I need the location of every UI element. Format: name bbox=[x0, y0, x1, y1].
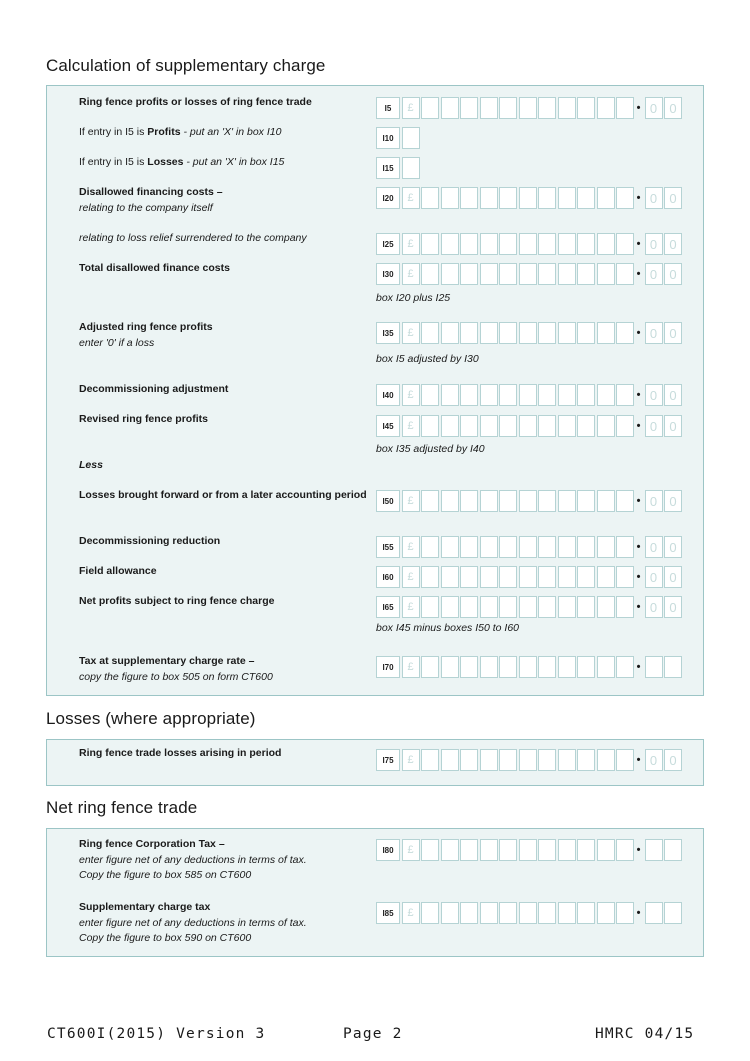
pence-cell[interactable]: 0 bbox=[664, 749, 682, 771]
digit-cell[interactable] bbox=[460, 415, 478, 437]
pound-icon: £ bbox=[402, 322, 420, 344]
field-i15[interactable] bbox=[376, 157, 420, 179]
digit-cell[interactable] bbox=[519, 656, 537, 678]
digit-cell[interactable] bbox=[577, 415, 595, 437]
digit-cell[interactable] bbox=[421, 415, 439, 437]
digit-cell[interactable] bbox=[499, 322, 517, 344]
digit-cell[interactable] bbox=[460, 233, 478, 255]
digit-cell[interactable] bbox=[441, 97, 459, 119]
pence-cell[interactable]: 0 bbox=[664, 490, 682, 512]
digit-cell[interactable] bbox=[577, 263, 595, 285]
digit-cell[interactable] bbox=[616, 536, 634, 558]
digit-cell[interactable] bbox=[597, 566, 615, 588]
digit-cell[interactable] bbox=[597, 233, 615, 255]
digit-cell[interactable] bbox=[441, 596, 459, 618]
field-i50[interactable] bbox=[376, 490, 682, 512]
digit-cell[interactable] bbox=[538, 187, 556, 209]
decimal-point: • bbox=[636, 420, 641, 432]
digit-cell[interactable] bbox=[519, 322, 537, 344]
digit-cell[interactable] bbox=[577, 536, 595, 558]
digit-cell[interactable] bbox=[558, 97, 576, 119]
field-i55[interactable] bbox=[376, 536, 682, 558]
digit-cell[interactable] bbox=[421, 97, 439, 119]
digit-cell[interactable] bbox=[480, 187, 498, 209]
digit-cell[interactable] bbox=[480, 902, 498, 924]
digit-cell[interactable] bbox=[480, 656, 498, 678]
digit-cell[interactable] bbox=[558, 749, 576, 771]
digit-cell[interactable] bbox=[460, 839, 478, 861]
digit-cell[interactable] bbox=[480, 566, 498, 588]
digit-cell[interactable] bbox=[441, 656, 459, 678]
label-i80: Ring fence Corporation Tax – enter figure net of any deductions in terms of tax. Copy the figure to box 585 on CT600 bbox=[79, 838, 307, 881]
digit-cell[interactable] bbox=[441, 902, 459, 924]
pence-cell[interactable]: 0 bbox=[645, 415, 663, 437]
pence-cell[interactable]: 0 bbox=[664, 187, 682, 209]
digit-cell[interactable] bbox=[538, 656, 556, 678]
digit-cell[interactable] bbox=[480, 97, 498, 119]
digit-cell[interactable] bbox=[558, 233, 576, 255]
digit-cell[interactable] bbox=[558, 839, 576, 861]
box-code: I5 bbox=[376, 97, 400, 119]
label-i35: Adjusted ring fence profits enter '0' if a loss bbox=[79, 321, 213, 349]
decimal-point: • bbox=[636, 327, 641, 339]
pence-cell[interactable]: 0 bbox=[645, 749, 663, 771]
digit-cell[interactable] bbox=[519, 187, 537, 209]
digit-cell[interactable] bbox=[597, 536, 615, 558]
pence-cell[interactable]: 0 bbox=[645, 322, 663, 344]
digit-cell[interactable] bbox=[577, 97, 595, 119]
digit-cell[interactable] bbox=[597, 263, 615, 285]
digit-cell[interactable] bbox=[460, 490, 478, 512]
digit-cell[interactable] bbox=[558, 596, 576, 618]
digit-cell[interactable] bbox=[616, 187, 634, 209]
digit-cell[interactable] bbox=[499, 536, 517, 558]
box-code: I15 bbox=[376, 157, 400, 179]
digit-cell[interactable] bbox=[499, 656, 517, 678]
digit-cell[interactable] bbox=[519, 536, 537, 558]
digit-cell[interactable] bbox=[421, 233, 439, 255]
digit-cell[interactable] bbox=[480, 384, 498, 406]
digit-cell[interactable] bbox=[558, 415, 576, 437]
field-i60[interactable] bbox=[376, 566, 682, 588]
pound-icon: £ bbox=[402, 233, 420, 255]
digit-cell[interactable] bbox=[616, 749, 634, 771]
box-code: I10 bbox=[376, 127, 400, 149]
field-i65[interactable] bbox=[376, 596, 682, 618]
label-i25: relating to loss relief surrendered to the company bbox=[79, 232, 307, 244]
label-i65: Net profits subject to ring fence charge bbox=[79, 595, 275, 607]
digit-cell[interactable] bbox=[499, 749, 517, 771]
digit-cell[interactable] bbox=[616, 384, 634, 406]
digit-cell[interactable] bbox=[519, 97, 537, 119]
digit-cell[interactable] bbox=[421, 839, 439, 861]
field-i10[interactable] bbox=[376, 127, 420, 149]
digit-cell[interactable] bbox=[460, 187, 478, 209]
field-i45[interactable] bbox=[376, 415, 682, 437]
digit-cell[interactable] bbox=[538, 536, 556, 558]
digit-cell[interactable] bbox=[519, 490, 537, 512]
field-i80[interactable] bbox=[376, 839, 682, 861]
label-i5: Ring fence profits or losses of ring fence trade bbox=[79, 96, 312, 108]
digit-cell[interactable] bbox=[616, 233, 634, 255]
digit-cell[interactable] bbox=[480, 536, 498, 558]
digit-cell[interactable] bbox=[441, 749, 459, 771]
pence-cell[interactable]: 0 bbox=[664, 97, 682, 119]
decimal-point: • bbox=[636, 102, 641, 114]
digit-cell[interactable] bbox=[499, 415, 517, 437]
section-title-losses: Losses (where appropriate) bbox=[46, 709, 256, 728]
digit-cell[interactable] bbox=[558, 566, 576, 588]
digit-cell[interactable] bbox=[616, 263, 634, 285]
digit-cell[interactable] bbox=[441, 187, 459, 209]
digit-cell[interactable] bbox=[460, 749, 478, 771]
box-code: I85 bbox=[376, 902, 400, 924]
digit-cell[interactable] bbox=[577, 322, 595, 344]
digit-cell[interactable] bbox=[597, 490, 615, 512]
digit-cell[interactable] bbox=[519, 839, 537, 861]
digit-cell[interactable] bbox=[538, 263, 556, 285]
digit-cell[interactable] bbox=[460, 596, 478, 618]
digit-cell[interactable] bbox=[499, 233, 517, 255]
digit-cell[interactable] bbox=[538, 490, 556, 512]
field-i5[interactable] bbox=[376, 97, 682, 119]
digit-cell[interactable] bbox=[538, 415, 556, 437]
digit-cell[interactable] bbox=[499, 263, 517, 285]
digit-cell[interactable] bbox=[441, 263, 459, 285]
digit-cell[interactable] bbox=[499, 384, 517, 406]
decimal-point: • bbox=[636, 571, 641, 583]
digit-cell[interactable] bbox=[597, 902, 615, 924]
decimal-point: • bbox=[636, 661, 641, 673]
box-code: I80 bbox=[376, 839, 400, 861]
field-i20[interactable] bbox=[376, 187, 682, 209]
digit-cell[interactable] bbox=[421, 902, 439, 924]
digit-cell[interactable] bbox=[558, 263, 576, 285]
box-code: I20 bbox=[376, 187, 400, 209]
pence-cell[interactable]: 0 bbox=[645, 384, 663, 406]
digit-cell[interactable] bbox=[460, 97, 478, 119]
pence-cell[interactable]: 0 bbox=[664, 322, 682, 344]
field-i30[interactable] bbox=[376, 263, 682, 285]
box-code: I45 bbox=[376, 415, 400, 437]
digit-cell[interactable] bbox=[577, 187, 595, 209]
pence-cell[interactable]: 0 bbox=[645, 536, 663, 558]
digit-cell[interactable] bbox=[421, 749, 439, 771]
label-i55: Decommissioning reduction bbox=[79, 535, 221, 547]
digit-cell[interactable] bbox=[480, 322, 498, 344]
digit-cell[interactable] bbox=[421, 187, 439, 209]
field-i75[interactable] bbox=[376, 749, 682, 771]
digit-cell[interactable] bbox=[597, 97, 615, 119]
digit-cell[interactable] bbox=[577, 566, 595, 588]
decimal-point: • bbox=[636, 754, 641, 766]
digit-cell[interactable] bbox=[441, 384, 459, 406]
digit-cell[interactable] bbox=[616, 322, 634, 344]
digit-cell[interactable] bbox=[558, 656, 576, 678]
digit-cell[interactable] bbox=[421, 596, 439, 618]
box-code: I30 bbox=[376, 263, 400, 285]
pence-cell[interactable] bbox=[645, 902, 663, 924]
box-code: I65 bbox=[376, 596, 400, 618]
pence-cell[interactable]: 0 bbox=[645, 97, 663, 119]
section-title-supplementary-charge: Calculation of supplementary charge bbox=[46, 56, 326, 75]
label-i20: Disallowed financing costs – relating to the company itself bbox=[79, 186, 223, 214]
label-i85: Supplementary charge tax enter figure net of any deductions in terms of tax. Copy the figure to box 590 on CT600 bbox=[79, 901, 307, 944]
pound-icon: £ bbox=[402, 263, 420, 285]
net-ring-fence-panel bbox=[46, 828, 704, 957]
digit-cell[interactable] bbox=[499, 566, 517, 588]
digit-cell[interactable] bbox=[597, 596, 615, 618]
label-i10: If entry in I5 is Profits - put an 'X' in box I10 bbox=[79, 126, 282, 138]
digit-cell[interactable] bbox=[460, 536, 478, 558]
digit-cell[interactable] bbox=[519, 596, 537, 618]
digit-cell[interactable] bbox=[577, 839, 595, 861]
pound-icon: £ bbox=[402, 187, 420, 209]
pence-cell[interactable]: 0 bbox=[664, 384, 682, 406]
pence-cell[interactable] bbox=[645, 656, 663, 678]
digit-cell[interactable] bbox=[558, 490, 576, 512]
digit-cell[interactable] bbox=[519, 233, 537, 255]
digit-cell[interactable] bbox=[577, 749, 595, 771]
digit-cell[interactable] bbox=[519, 749, 537, 771]
digit-cell[interactable] bbox=[616, 596, 634, 618]
pence-cell[interactable]: 0 bbox=[664, 536, 682, 558]
digit-cell[interactable] bbox=[616, 656, 634, 678]
digit-cell[interactable] bbox=[597, 322, 615, 344]
digit-cell[interactable] bbox=[460, 902, 478, 924]
digit-cell[interactable] bbox=[616, 490, 634, 512]
box-code: I70 bbox=[376, 656, 400, 678]
pence-cell[interactable]: 0 bbox=[645, 566, 663, 588]
digit-cell[interactable] bbox=[577, 490, 595, 512]
pence-cell[interactable]: 0 bbox=[645, 596, 663, 618]
page-number: Page 2 bbox=[343, 1026, 403, 1042]
field-i35[interactable] bbox=[376, 322, 682, 344]
digit-cell[interactable] bbox=[499, 97, 517, 119]
digit-cell[interactable] bbox=[519, 566, 537, 588]
digit-cell[interactable] bbox=[499, 902, 517, 924]
form-version: CT600I(2015) Version 3 bbox=[47, 1026, 266, 1042]
digit-cell[interactable] bbox=[460, 566, 478, 588]
digit-cell[interactable] bbox=[616, 839, 634, 861]
digit-cell[interactable] bbox=[480, 490, 498, 512]
digit-cell[interactable] bbox=[421, 322, 439, 344]
digit-cell[interactable] bbox=[499, 187, 517, 209]
digit-cell[interactable] bbox=[597, 415, 615, 437]
losses-panel bbox=[46, 739, 704, 786]
pound-icon: £ bbox=[402, 749, 420, 771]
decimal-point: • bbox=[636, 192, 641, 204]
digit-cell[interactable] bbox=[538, 322, 556, 344]
box-code: I60 bbox=[376, 566, 400, 588]
digit-cell[interactable] bbox=[480, 263, 498, 285]
digit-cell[interactable] bbox=[499, 839, 517, 861]
digit-cell[interactable] bbox=[558, 322, 576, 344]
pound-icon: £ bbox=[402, 536, 420, 558]
box-code: I75 bbox=[376, 749, 400, 771]
field-i85[interactable] bbox=[376, 902, 682, 924]
digit-cell[interactable] bbox=[519, 415, 537, 437]
digit-cell[interactable] bbox=[538, 749, 556, 771]
digit-cell[interactable] bbox=[421, 656, 439, 678]
digit-cell[interactable] bbox=[480, 749, 498, 771]
digit-cell[interactable] bbox=[480, 415, 498, 437]
digit-cell[interactable] bbox=[538, 839, 556, 861]
label-i40: Decommissioning adjustment bbox=[79, 383, 229, 395]
digit-cell[interactable] bbox=[597, 839, 615, 861]
digit-cell[interactable] bbox=[421, 384, 439, 406]
pence-cell[interactable]: 0 bbox=[664, 596, 682, 618]
pound-icon: £ bbox=[402, 384, 420, 406]
digit-cell[interactable] bbox=[441, 322, 459, 344]
digit-cell[interactable] bbox=[499, 490, 517, 512]
pence-cell[interactable] bbox=[664, 902, 682, 924]
field-i40[interactable] bbox=[376, 384, 682, 406]
decimal-point: • bbox=[636, 844, 641, 856]
label-i75: Ring fence trade losses arising in period bbox=[79, 747, 282, 759]
pence-cell[interactable] bbox=[664, 839, 682, 861]
pence-cell[interactable]: 0 bbox=[664, 233, 682, 255]
digit-cell[interactable] bbox=[538, 384, 556, 406]
digit-cell[interactable] bbox=[616, 902, 634, 924]
field-i70[interactable] bbox=[376, 656, 682, 678]
digit-cell[interactable] bbox=[460, 322, 478, 344]
pence-cell[interactable]: 0 bbox=[664, 415, 682, 437]
pound-icon: £ bbox=[402, 415, 420, 437]
digit-cell[interactable] bbox=[616, 97, 634, 119]
digit-cell[interactable] bbox=[616, 566, 634, 588]
digit-cell[interactable] bbox=[597, 187, 615, 209]
digit-cell[interactable] bbox=[460, 384, 478, 406]
digit-cell[interactable] bbox=[480, 596, 498, 618]
digit-cell[interactable] bbox=[441, 536, 459, 558]
digit-cell[interactable] bbox=[421, 490, 439, 512]
digit-cell[interactable] bbox=[577, 384, 595, 406]
digit-cell[interactable] bbox=[577, 596, 595, 618]
pence-cell[interactable] bbox=[645, 839, 663, 861]
digit-cell[interactable] bbox=[519, 263, 537, 285]
box-code: I40 bbox=[376, 384, 400, 406]
box-code: I55 bbox=[376, 536, 400, 558]
decimal-point: • bbox=[636, 495, 641, 507]
note-i30: box I20 plus I25 bbox=[376, 292, 451, 304]
digit-cell[interactable] bbox=[421, 263, 439, 285]
pence-cell[interactable]: 0 bbox=[664, 263, 682, 285]
digit-cell[interactable] bbox=[577, 656, 595, 678]
label-i15: If entry in I5 is Losses - put an 'X' in box I15 bbox=[79, 156, 285, 168]
digit-cell[interactable] bbox=[538, 596, 556, 618]
decimal-point: • bbox=[636, 268, 641, 280]
digit-cell[interactable] bbox=[538, 902, 556, 924]
pound-icon: £ bbox=[402, 566, 420, 588]
box-code: I25 bbox=[376, 233, 400, 255]
digit-cell[interactable] bbox=[558, 902, 576, 924]
pence-cell[interactable]: 0 bbox=[645, 490, 663, 512]
digit-cell[interactable] bbox=[441, 490, 459, 512]
digit-cell[interactable] bbox=[558, 187, 576, 209]
decimal-point: • bbox=[636, 907, 641, 919]
digit-cell[interactable] bbox=[577, 902, 595, 924]
digit-cell[interactable] bbox=[597, 749, 615, 771]
label-less: Less bbox=[79, 459, 103, 471]
digit-cell[interactable] bbox=[519, 902, 537, 924]
label-i50: Losses brought forward or from a later accounting period bbox=[79, 489, 367, 501]
checkbox-i15[interactable] bbox=[402, 157, 420, 179]
pound-icon: £ bbox=[402, 902, 420, 924]
box-code: I50 bbox=[376, 490, 400, 512]
pence-cell[interactable] bbox=[664, 656, 682, 678]
decimal-point: • bbox=[636, 601, 641, 613]
decimal-point: • bbox=[636, 389, 641, 401]
digit-cell[interactable] bbox=[558, 384, 576, 406]
digit-cell[interactable] bbox=[421, 536, 439, 558]
digit-cell[interactable] bbox=[597, 384, 615, 406]
checkbox-i10[interactable] bbox=[402, 127, 420, 149]
decimal-point: • bbox=[636, 238, 641, 250]
note-i65: box I45 minus boxes I50 to I60 bbox=[376, 622, 520, 634]
digit-cell[interactable] bbox=[480, 839, 498, 861]
digit-cell[interactable] bbox=[441, 233, 459, 255]
box-code: I35 bbox=[376, 322, 400, 344]
digit-cell[interactable] bbox=[538, 566, 556, 588]
digit-cell[interactable] bbox=[480, 233, 498, 255]
digit-cell[interactable] bbox=[616, 415, 634, 437]
pound-icon: £ bbox=[402, 97, 420, 119]
digit-cell[interactable] bbox=[441, 839, 459, 861]
label-i30: Total disallowed finance costs bbox=[79, 262, 230, 274]
digit-cell[interactable] bbox=[460, 656, 478, 678]
label-i60: Field allowance bbox=[79, 565, 157, 577]
digit-cell[interactable] bbox=[519, 384, 537, 406]
digit-cell[interactable] bbox=[597, 656, 615, 678]
section-title-net-ring-fence-trade: Net ring fence trade bbox=[46, 798, 198, 817]
label-i45: Revised ring fence profits bbox=[79, 413, 208, 425]
pound-icon: £ bbox=[402, 490, 420, 512]
digit-cell[interactable] bbox=[538, 233, 556, 255]
pence-cell[interactable]: 0 bbox=[645, 187, 663, 209]
digit-cell[interactable] bbox=[421, 566, 439, 588]
digit-cell[interactable] bbox=[577, 233, 595, 255]
note-i35: box I5 adjusted by I30 bbox=[376, 353, 479, 365]
pound-icon: £ bbox=[402, 839, 420, 861]
note-i45: box I35 adjusted by I40 bbox=[376, 443, 485, 455]
pound-icon: £ bbox=[402, 596, 420, 618]
pence-cell[interactable]: 0 bbox=[645, 263, 663, 285]
digit-cell[interactable] bbox=[499, 596, 517, 618]
digit-cell[interactable] bbox=[460, 263, 478, 285]
label-i70: Tax at supplementary charge rate – copy the figure to box 505 on form CT600 bbox=[79, 655, 273, 683]
hmrc-reference: HMRC 04/15 bbox=[595, 1026, 695, 1042]
digit-cell[interactable] bbox=[538, 97, 556, 119]
digit-cell[interactable] bbox=[558, 536, 576, 558]
field-i25[interactable] bbox=[376, 233, 682, 255]
supplementary-charge-panel bbox=[46, 85, 704, 696]
pence-cell[interactable]: 0 bbox=[664, 566, 682, 588]
decimal-point: • bbox=[636, 541, 641, 553]
digit-cell[interactable] bbox=[441, 415, 459, 437]
pence-cell[interactable]: 0 bbox=[645, 233, 663, 255]
digit-cell[interactable] bbox=[441, 566, 459, 588]
pound-icon: £ bbox=[402, 656, 420, 678]
